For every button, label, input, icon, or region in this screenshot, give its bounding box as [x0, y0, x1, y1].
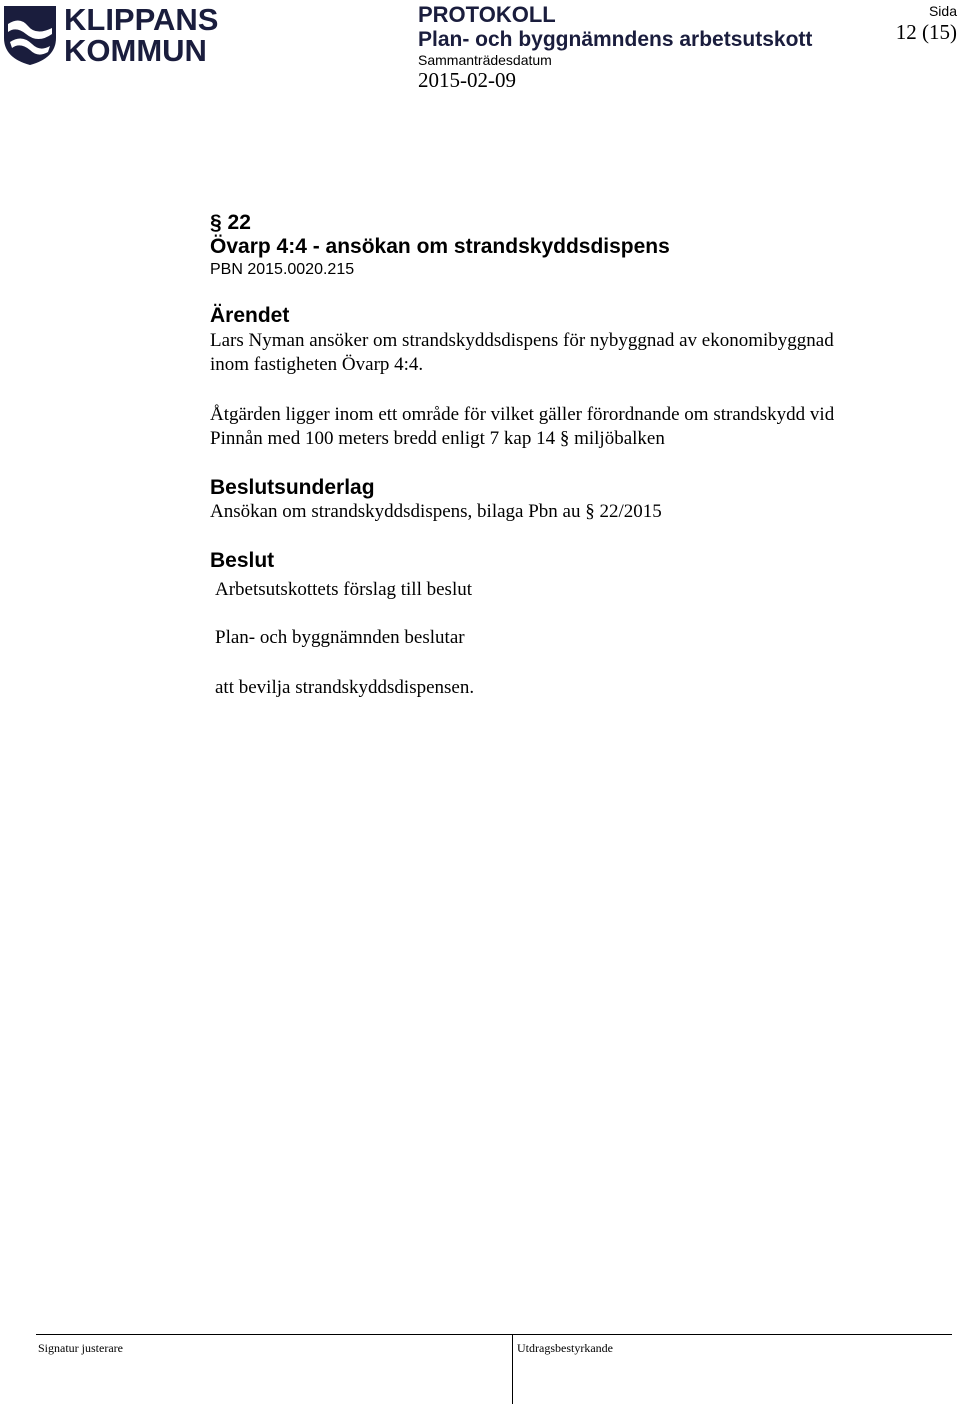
beslutsunderlag-text: Ansökan om strandskyddsdispens, bilaga Pbn au § 22/2015 — [210, 501, 662, 522]
excerpt-certification-label: Utdragsbestyrkande — [517, 1341, 613, 1355]
page-label: Sida — [928, 3, 957, 19]
section-heading-arendet: Ärendet — [210, 304, 290, 327]
meeting-date-label: Sammanträdesdatum — [418, 52, 552, 68]
case-title: Övarp 4:4 - ansökan om strandskyddsdispens — [210, 235, 670, 258]
atgarden-text-line2: Pinnån med 100 meters bredd enligt 7 kap 14 § miljöbalken — [210, 428, 665, 449]
page-number: 12 (15) — [895, 20, 957, 44]
arendet-text-line1: Lars Nyman ansöker om strandskyddsdispens för nybyggnad av ekonomibyggnad — [210, 330, 834, 351]
paragraph-number: § 22 — [210, 211, 251, 234]
footer-divider — [512, 1334, 513, 1404]
beslut-text-line1: Arbetsutskottets förslag till beslut — [215, 579, 473, 600]
beslut-text-line2: Plan- och byggnämnden beslutar — [215, 627, 465, 648]
committee-name: Plan- och byggnämndens arbetsutskott — [418, 28, 813, 51]
meeting-date: 2015-02-09 — [418, 68, 516, 92]
beslut-text-line3: att bevilja strandskyddsdispensen. — [215, 677, 475, 698]
document-type: PROTOKOLL — [418, 2, 556, 27]
atgarden-text-line1: Åtgärden ligger inom ett område för vilket gäller förordnande om strandskydd vid — [210, 404, 835, 425]
municipal-shield-icon — [2, 2, 58, 66]
klippans-kommun-logo — [2, 2, 217, 68]
logo-text-line1: KLIPPANS — [64, 2, 219, 37]
logo-text-line2: KOMMUN — [64, 33, 207, 68]
section-heading-beslutsunderlag: Beslutsunderlag — [210, 476, 375, 499]
case-number: PBN 2015.0020.215 — [210, 261, 355, 278]
arendet-text-line2: inom fastigheten Övarp 4:4. — [210, 354, 424, 375]
section-heading-beslut: Beslut — [210, 549, 275, 572]
signature-label: Signatur justerare — [38, 1341, 123, 1355]
footer-rule — [36, 1334, 952, 1335]
